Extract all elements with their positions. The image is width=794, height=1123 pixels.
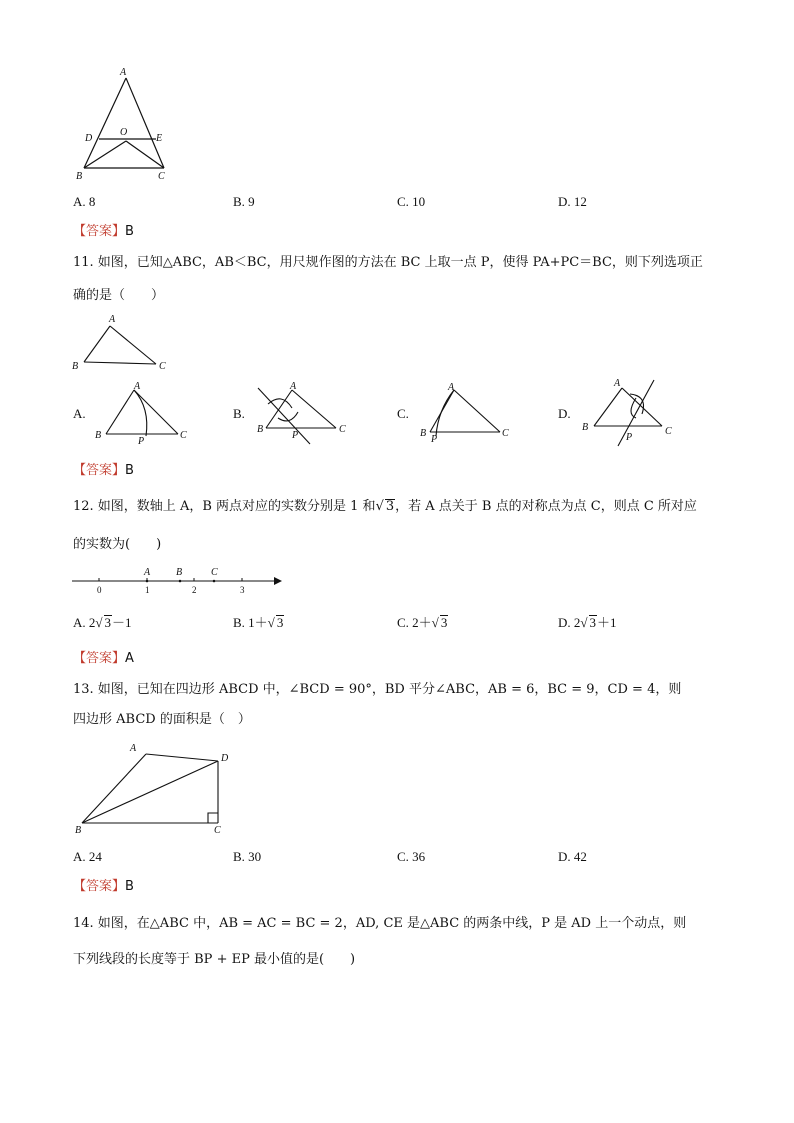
q10-option-c: C. 10	[397, 194, 426, 209]
label-a: A	[109, 314, 116, 325]
q13-answer	[73, 879, 134, 895]
label-a: A	[134, 381, 141, 392]
answer-value: B	[125, 463, 134, 478]
q12-option-d: D. 2√ 3＋1	[558, 615, 617, 630]
tick-3: 3	[240, 585, 245, 595]
q13-stem-line1: 13. 如图，已知在四边形 ABCD 中，∠BCD = 90°，BD 平分∠ABC，AB = 6，BC = 9，CD = 4，则	[73, 682, 682, 697]
label-c: C	[502, 428, 509, 439]
answer-value: B	[125, 224, 134, 239]
q11-answer	[73, 463, 134, 479]
option-prefix: B. 1＋	[233, 615, 268, 630]
q10-figure	[74, 62, 174, 184]
label-o: O	[120, 127, 128, 138]
q10-option-a: A. 8	[73, 194, 96, 209]
label-p: P	[431, 434, 438, 445]
tick-0: 0	[97, 585, 102, 595]
label-c: C	[214, 825, 221, 836]
label-b: B	[76, 171, 83, 182]
answer-label: 【答案】	[73, 879, 126, 894]
label-a: A	[614, 378, 621, 389]
q12-stem-line2: 的实数为( )	[73, 537, 162, 552]
label-a: A	[130, 743, 137, 754]
label-a: A	[448, 382, 455, 393]
q11-option-c-letter: C.	[397, 406, 409, 421]
answer-value: B	[125, 879, 134, 894]
tick-2: 2	[192, 585, 197, 595]
point-a-label: A	[144, 567, 151, 578]
q13-option-d: D. 42	[558, 849, 587, 864]
q10-option-b: B. 9	[233, 194, 255, 209]
label-p: P	[626, 432, 633, 443]
tick-1: 1	[145, 585, 150, 595]
label-c: C	[665, 426, 672, 437]
q13-option-b: B. 30	[233, 849, 262, 864]
point-c-label: C	[211, 567, 218, 578]
label-b: B	[95, 430, 102, 441]
q13-option-c: C. 36	[397, 849, 426, 864]
option-radicand: 3	[440, 615, 448, 630]
q11-option-d-figure	[578, 374, 688, 448]
label-c: C	[158, 171, 165, 182]
label-b: B	[582, 422, 589, 433]
label-b: B	[257, 424, 264, 435]
label-d: D	[221, 753, 229, 764]
option-radicand: 3	[276, 615, 284, 630]
q14-stem-line1: 14. 如图，在△ABC 中，AB = AC = BC = 2，AD, CE 是△ABC 的两条中线，P 是 AD 上一个动点，则	[73, 916, 687, 931]
q13-figure	[72, 738, 242, 838]
answer-label: 【答案】	[73, 463, 126, 478]
label-c: C	[180, 430, 187, 441]
q13-stem-line2: 四边形 ABCD 的面积是（ ）	[73, 712, 251, 727]
q11-option-a-letter: A.	[73, 406, 86, 421]
q12-stem-part-b: ，若 A 点关于 B 点的对称点为点 C，则点 C 所对应	[395, 499, 697, 514]
q11-stem-line1: 11. 如图，已知△ABC，AB＜BC，用尺规作图的方法在 BC 上取一点 P，使得 PA+PC＝BC，则下列选项正	[73, 255, 703, 270]
label-a: A	[290, 381, 297, 392]
label-e: E	[156, 133, 163, 144]
q12-option-a: A. 2√ 3－1	[73, 615, 132, 630]
q10-option-d: D. 12	[558, 194, 587, 209]
answer-value: A	[125, 651, 134, 666]
q10-answer	[73, 224, 134, 240]
label-b: B	[72, 361, 79, 372]
option-prefix: C. 2＋	[397, 615, 432, 630]
q14-stem-line2: 下列线段的长度等于 BP + EP 最小值的是( )	[73, 952, 356, 967]
point-b-label: B	[176, 567, 183, 578]
label-p: P	[138, 436, 145, 447]
q12-stem-line1: 12. 如图，数轴上 A，B 两点对应的实数分别是 1 和√ 3，若 A 点关于 B 点的对称点为点 C，则点 C 所对应	[73, 499, 697, 514]
q12-answer	[73, 651, 134, 667]
q11-option-b-letter: B.	[233, 406, 245, 421]
q11-option-d-letter: D.	[558, 406, 571, 421]
option-prefix: A. 2	[73, 615, 96, 630]
q11-option-c-figure	[416, 378, 526, 446]
label-c: C	[159, 361, 166, 372]
q11-given-triangle	[70, 310, 180, 374]
option-radicand: 3	[104, 615, 112, 630]
q12-option-b: B. 1＋√ 3	[233, 615, 284, 630]
label-c: C	[339, 424, 346, 435]
option-suffix: ＋1	[597, 615, 617, 630]
answer-label: 【答案】	[73, 651, 126, 666]
answer-label: 【答案】	[73, 224, 126, 239]
label-a: A	[120, 67, 127, 78]
q11-stem-line2: 确的是（ ）	[73, 288, 165, 303]
q11-option-b-figure	[252, 378, 362, 446]
label-p: P	[292, 430, 299, 441]
q12-number-line	[70, 562, 285, 598]
label-b: B	[420, 428, 427, 439]
q12-stem-sqrt: 3	[385, 499, 395, 514]
q12-option-c: C. 2＋√ 3	[397, 615, 448, 630]
q13-option-a: A. 24	[73, 849, 102, 864]
label-d: D	[85, 133, 93, 144]
option-prefix: D. 2	[558, 615, 581, 630]
label-b: B	[75, 825, 82, 836]
option-suffix: －1	[112, 615, 132, 630]
option-radicand: 3	[589, 615, 597, 630]
q12-stem-part-a: 12. 如图，数轴上 A，B 两点对应的实数分别是 1 和	[73, 499, 376, 514]
q11-option-a-figure	[90, 378, 200, 446]
